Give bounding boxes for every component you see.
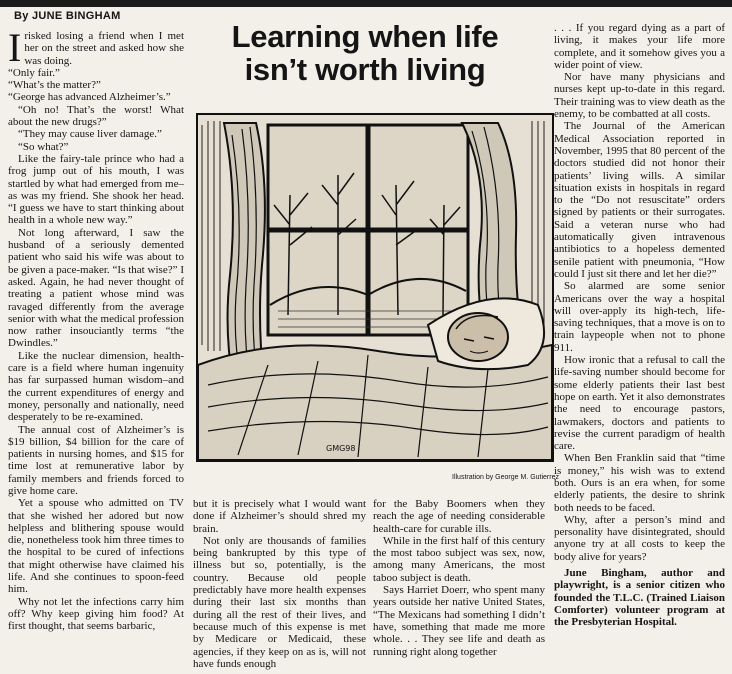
illustration-bedside-window: [196, 113, 554, 462]
paragraph: Like the fairy-tale prince who had a frog jump out of his mouth, I was startled by what had emerged from me–as was my friend. She shook her head. “I guess we have to start thinking about health in a whole new way.”: [8, 152, 184, 227]
article-column-1: [8, 30, 184, 674]
paragraph-text: risked losing a friend when I met her on the street and asked how she was doing.: [24, 30, 184, 67]
author-tagline: June Bingham, author and playwright, is a senior citizen who founded the T.L.C. (Trained Liaison Comforter) volunteer program at the Presbyterian Hospital.: [554, 567, 725, 629]
paragraph: While in the first half of this century the most taboo subject was sex, now, among many Americans, the most taboo subject is death.: [373, 534, 545, 584]
paragraph: When Ben Franklin said that “time is money,” his wish was to extend both. Ours is an era when, for some elderly patients, the desire to shrink both needs to be faced.: [554, 452, 725, 514]
paragraph: The annual cost of Alzheimer’s is $19 billion, $4 billion for the care of patients in nursing homes, and $15 for time lost at remunerative labor by family members and friends forced to give home care.: [8, 423, 184, 497]
illustration-drawing: [198, 115, 552, 460]
paragraph: Like the nuclear dimension, health-care is a field where human ingenuity has far surpassed human wisdom–and the current expenditures of energy and money, personally and nationally, need desperately to be re-examined.: [8, 349, 184, 424]
paragraph: Says Harriet Doerr, who spent many years outside her native United States, “The Mexicans had something I didn’t have, something that made me more whole. . . They see life and death as running right along together: [373, 584, 545, 658]
paragraph: So alarmed are some senior Americans over the way a hospital will over-apply its high-tech, life-saving techniques, that a move is on to train laypeople when not to phone 911.: [554, 280, 725, 354]
byline: By JUNE BINGHAM: [14, 10, 121, 22]
article-column-4: [554, 22, 725, 674]
paragraph: Not long afterward, I saw the husband of a seriously demented patient who said his wife was about to be given a pace-maker. “Is that wise?” I asked. Again, he had never thought of treating a patient whose mind was ravaged differently from the average senior with what the medical profession now rather insouciantly terms “the Dwindles.”: [8, 226, 184, 350]
paragraph: “George has advanced Alzheimer’s.”: [8, 91, 171, 104]
illustration-credit: Illustration by George M. Gutierrez: [452, 474, 559, 481]
paragraph: but it is precisely what I would want done if Alzheimer’s should shred my brain.: [193, 498, 366, 535]
drop-cap: I: [8, 30, 22, 70]
article-column-3: [373, 498, 545, 674]
paragraph: for the Baby Boomers when they reach the age of needing considerable health-care for curable ills.: [373, 498, 545, 535]
paragraph: “Oh no! That’s the worst! What about the new drugs?”: [8, 103, 184, 129]
paragraph: Why not let the infections carry him off? Why keep giving him food? At first thought, that seems barbaric,: [8, 595, 184, 633]
paragraph: . . . If you regard dying as a part of living, it makes your life more complete, and it somehow gives you a wider point of view.: [554, 22, 725, 71]
headline-line-2: isn’t worth living: [244, 52, 486, 87]
paragraph: Not only are thousands of families being bankrupted by this type of illness but so, potentially, is the country. Because old people predictably have more health expenses during their last six months than during all the rest of their lives, and because much of this expense is met by Medicare or Medicaid, these agencies, if they keep on as is, will not have funds enough: [193, 534, 366, 670]
paragraph: “So what?”: [18, 140, 69, 153]
paragraph: Why, after a person’s mind and personality have disintegrated, should anyone try at all costs to keep the body alive for years?: [554, 513, 725, 563]
headline: [200, 20, 530, 86]
paragraph: Nor have many physicians and nurses kept up-to-date in this regard. Their training was to view death as the enemy, to be combatted at all costs.: [554, 71, 725, 121]
paragraph: How ironic that a refusal to call the life-saving number should become for some elderly patients their last best hope on earth. Yet it also demonstrates the need to encourage pastors, lawmakers, doctors and patients to revise the current paradigm of health care.: [554, 354, 725, 453]
article-column-2: [193, 498, 366, 674]
paragraph: “What’s the matter?”: [8, 79, 101, 92]
artist-signature: GMG98: [326, 444, 356, 453]
paragraph: “They may cause liver damage.”: [18, 128, 162, 141]
paragraph: Yet a spouse who admitted on TV that she wished her adored but now helpless and blithering spouse would die, nonetheless took him three times to the hospital to be cured of infections that might otherwise have claimed his life. And she continues to spoon-feed him.: [8, 497, 184, 596]
section-masthead-strip: [0, 0, 732, 7]
paragraph: [8, 30, 184, 70]
paragraph: “Only fair.”: [8, 66, 60, 79]
paragraph: The Journal of the American Medical Association reported in November, 1995 that 80 percent of the doctors studied did not honor their patients’ living wills. A similar situation exists in hospitals in regard to the “Do not resuscitate” orders signed by patients or their surrogates. Said a veteran nurse who had automatically given intravenous antibiotics to a hopeless demented senile patient with pneumonia, “How could I just sit there and let her die?”: [554, 120, 725, 280]
headline-line-1: Learning when life: [231, 19, 499, 54]
